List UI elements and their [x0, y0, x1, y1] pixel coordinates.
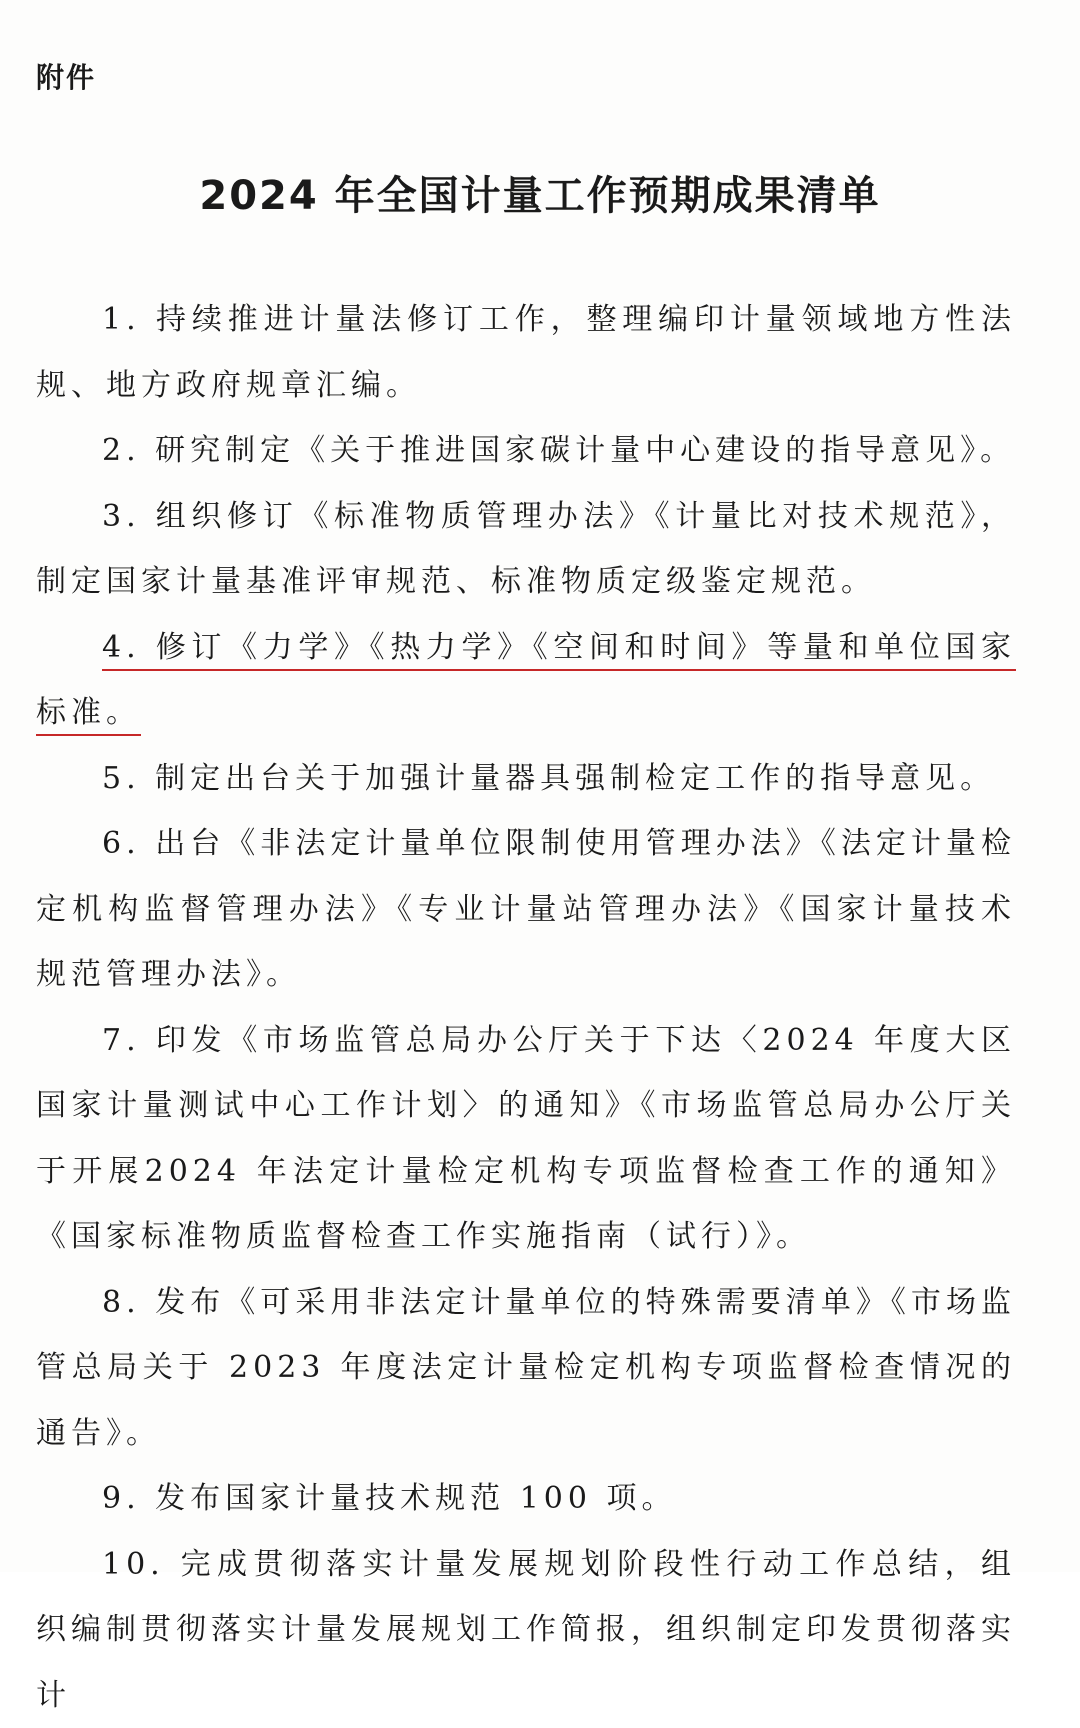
attachment-label: 附件: [36, 56, 96, 96]
list-item-4-wrapper: [36, 615, 1016, 746]
list-item-2: 2. 研究制定《关于推进国家碳计量中心建设的指导意见》。: [36, 418, 1016, 484]
list-item-8: 8. 发布《可采用非法定计量单位的特殊需要清单》《市场监管总局关于 2023 年度法定计量检定机构专项监督检查情况的通告》。: [36, 1270, 1016, 1467]
list-item-10: 10. 完成贯彻落实计量发展规划阶段性行动工作总结，组织编制贯彻落实计量发展规划工作简报，组织制定印发贯彻落实计: [36, 1532, 1016, 1728]
document-title: 2024 年全国计量工作预期成果清单: [0, 164, 1080, 221]
list-item-7: 7. 印发《市场监管总局办公厅关于下达〈2024 年度大区国家计量测试中心工作计划〉的通知》《市场监管总局办公厅关于开展2024 年法定计量检定机构专项监督检查工作的通知》《国家标准物质监督检查工作实施指南（试行）》。: [36, 1008, 1016, 1270]
list-item-1: 1. 持续推进计量法修订工作，整理编印计量领域地方性法规、地方政府规章汇编。: [36, 287, 1016, 418]
list-item-6: 6. 出台《非法定计量单位限制使用管理办法》《法定计量检定机构监督管理办法》《专业计量站管理办法》《国家计量技术规范管理办法》。: [36, 811, 1016, 1008]
list-item-4: 4. 修订《力学》《热力学》《空间和时间》等量和单位国家标准。: [36, 630, 1016, 731]
list-item-9: 9. 发布国家计量技术规范 100 项。: [36, 1466, 1016, 1532]
document-body: [36, 287, 1016, 1728]
list-item-5: 5. 制定出台关于加强计量器具强制检定工作的指导意见。: [36, 746, 1016, 812]
list-item-3: 3. 组织修订《标准物质管理办法》《计量比对技术规范》，制定国家计量基准评审规范、标准物质定级鉴定规范。: [36, 484, 1016, 615]
